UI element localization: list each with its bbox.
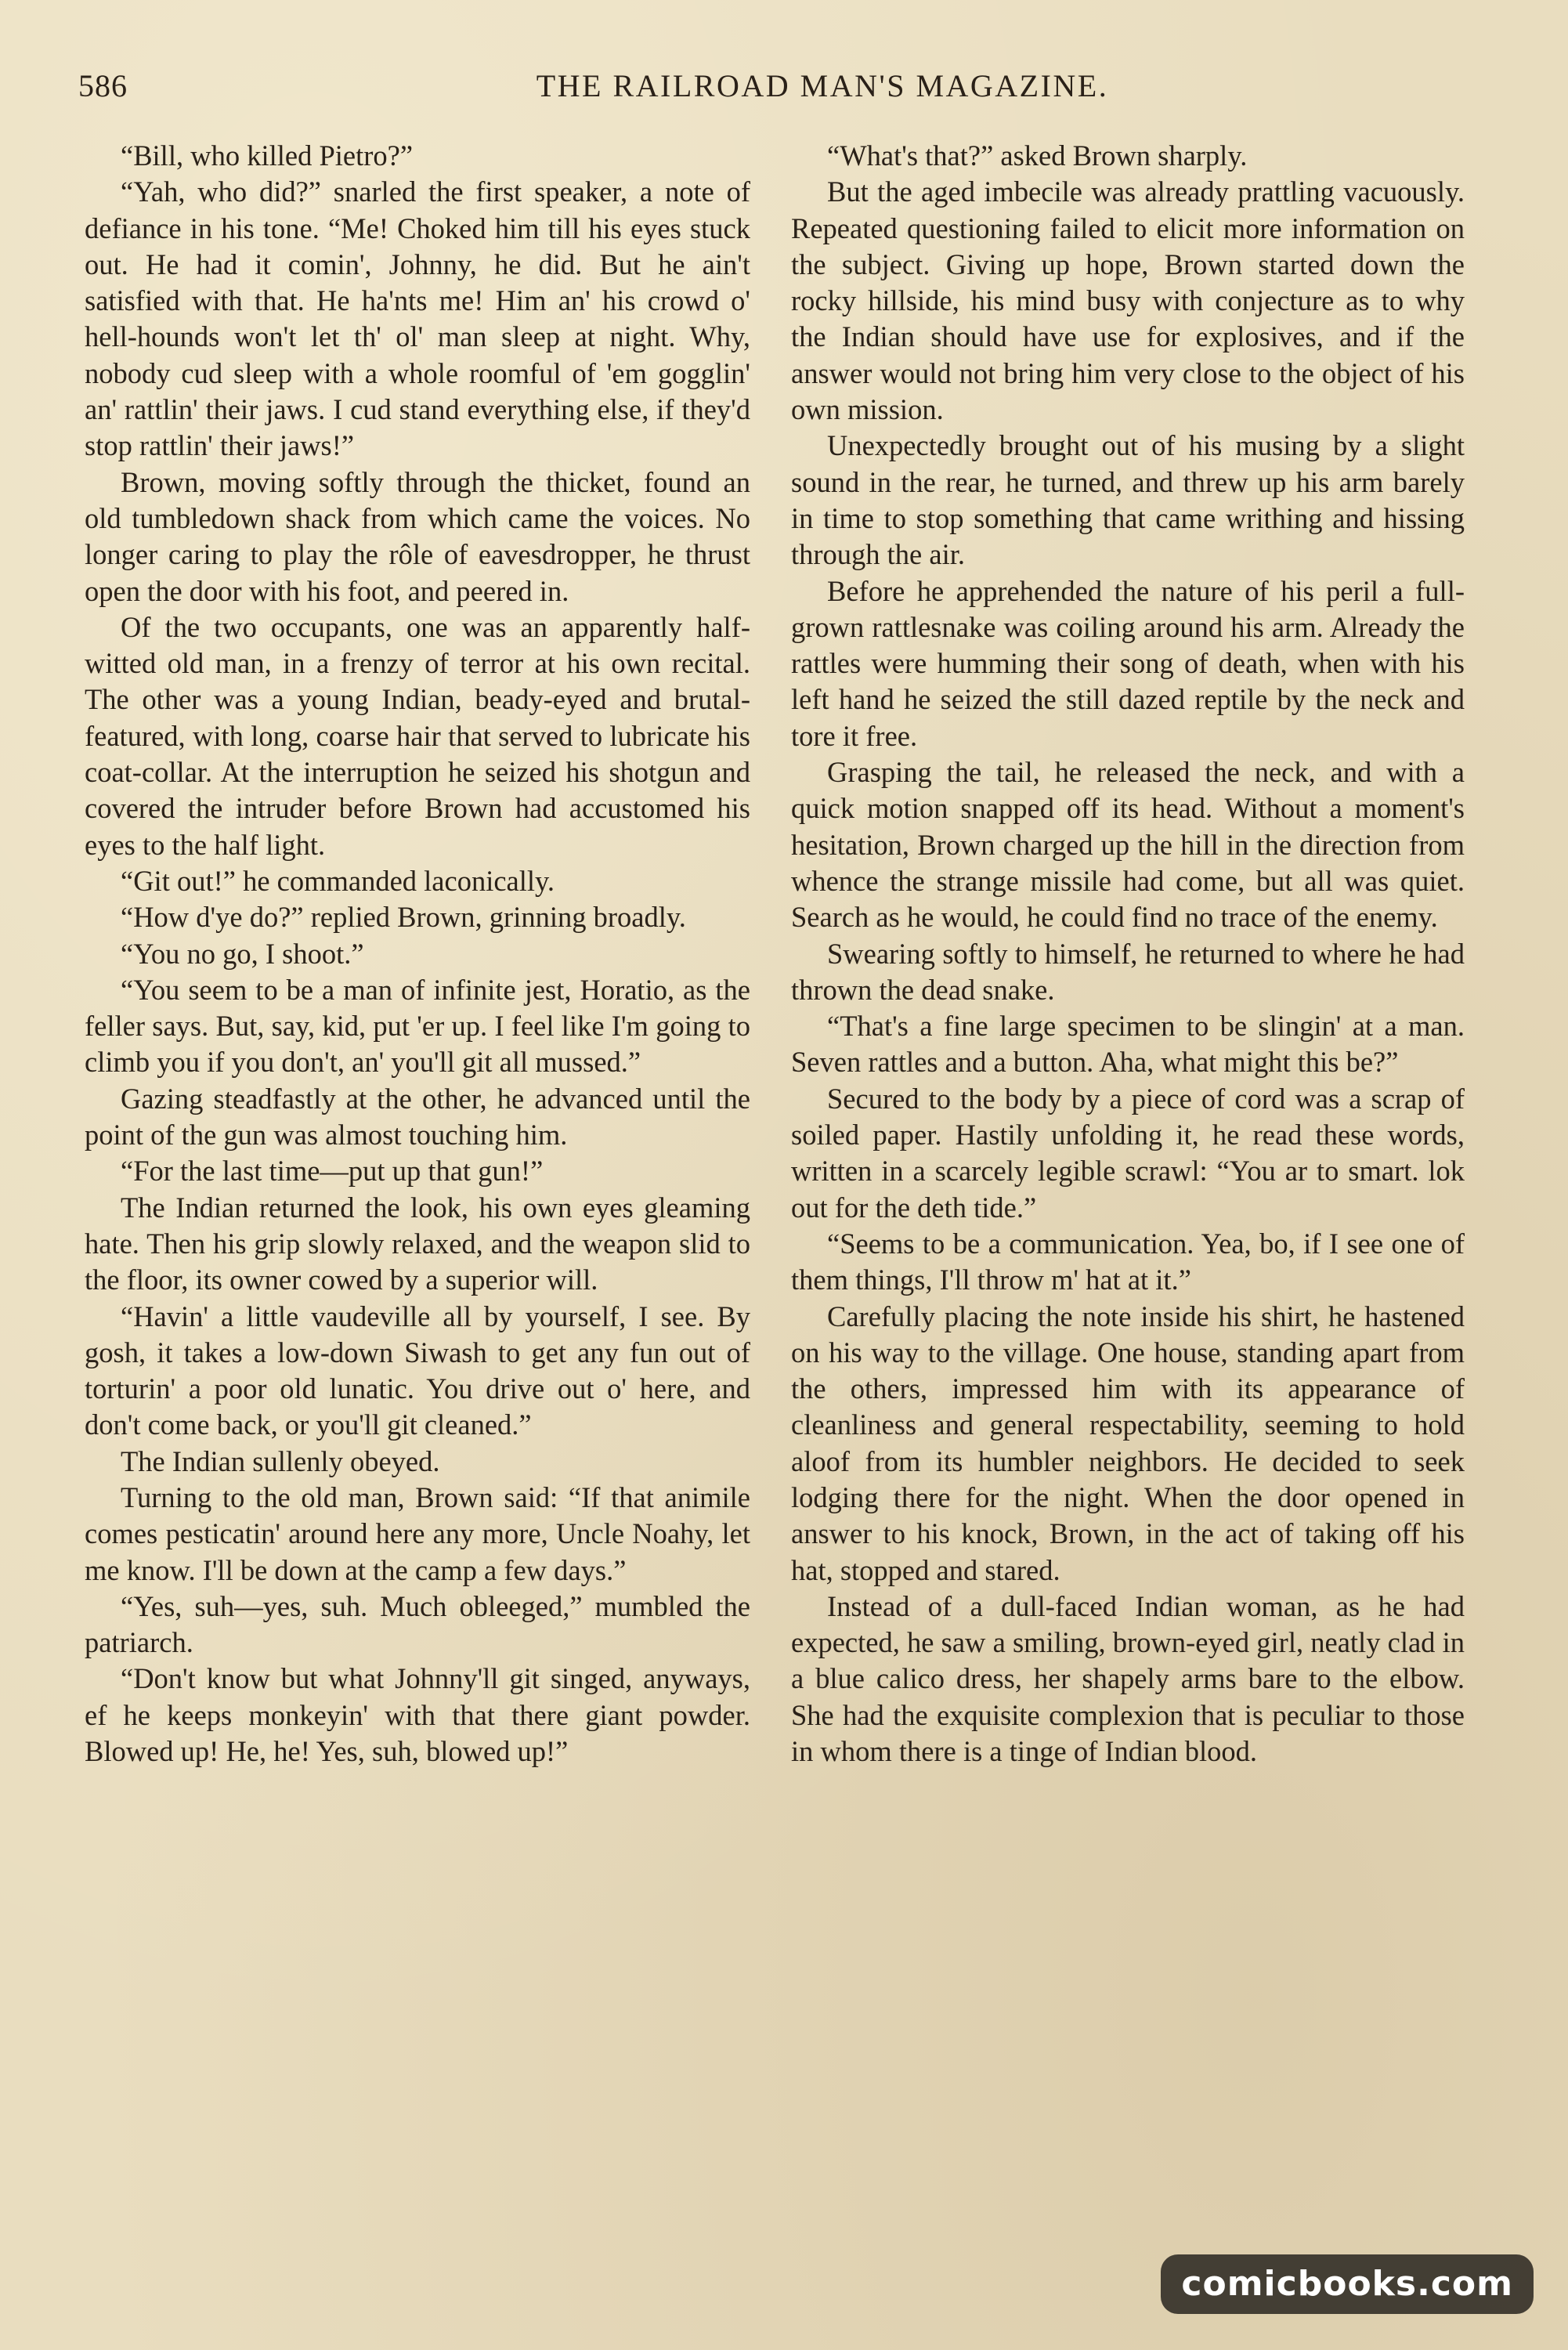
left-column [85, 138, 750, 2237]
paragraph: “You seem to be a man of infinite jest, Horatio, as the feller says. But, say, kid, put 'er up. I feel like I'm going to climb you if you don't, an' you'll git all mussed.” [85, 973, 750, 1079]
paragraph: “For the last time—put up that gun!” [121, 1155, 544, 1188]
paragraph: Grasping the tail, he released the neck, and with a quick motion snapped off its head. Without a moment's hesitation, Brown charged up the hill in the direction from whence the strange missile had come, but all was quiet. Search as he would, he could find no trace of the enemy. [791, 756, 1465, 934]
paragraph: Carefully placing the note inside his shirt, he hastened on his way to the village. One house, standing apart from the others, impressed him with its appearance of cleanliness and general respectability, seeming to hold aloof from its humbler neighbors. He decided to seek lodging there for the night. When the door opened in answer to his knock, Brown, in the act of taking off his hat, stopped and stared. [791, 1300, 1465, 1586]
paragraph: “Yah, who did?” snarled the first speaker, a note of defiance in his tone. “Me! Choked him till his eyes stuck out. He had it comin', Johnny, he did. But he ain't satisfied with that. He ha'nts me! Him an' his crowd o' hell-hounds won't let th' ol' man sleep at night. Why, nobody cud sleep with a whole roomful of 'em gogglin' an' rattlin' their jaws. I cud stand everything else, if they'd stop rattlin' their jaws!” [85, 175, 750, 462]
right-column [791, 138, 1465, 2237]
paragraph: Secured to the body by a piece of cord was a scrap of soiled paper. Hastily unfolding it, he read these words, written in a scarcely legible scrawl: “You ar to smart. lok out for the deth tide.” [791, 1082, 1465, 1224]
paragraph: Before he apprehended the nature of his peril a full-grown rattlesnake was coiling around his arm. Already the rattles were humming their song of death, when with his left hand he seized the still dazed reptile by the neck and tore it free. [791, 574, 1465, 752]
paragraph: The Indian returned the look, his own eyes gleaming hate. Then his grip slowly relaxed, and the weapon slid to the floor, its owner cowed by a superior will. [85, 1191, 750, 1296]
paragraph: “That's a fine large specimen to be slingin' at a man. Seven rattles and a button. Aha, what might this be?” [791, 1010, 1465, 1079]
paragraph: “You no go, I shoot.” [121, 937, 364, 970]
paragraph: Instead of a dull-faced Indian woman, as he had expected, he saw a smiling, brown-eyed girl, neatly clad in a blue calico dress, her shapely arms bare to the elbow. She had the exquisite complexion that is peculiar to those in whom there is a tinge of Indian blood. [791, 1589, 1465, 1768]
paragraph: “Bill, who killed Pietro?” [121, 139, 414, 172]
paragraph: Swearing softly to himself, he returned to where he had thrown the dead snake. [791, 937, 1465, 1006]
paragraph: “Git out!” he commanded laconically. [121, 864, 555, 897]
paragraph: “How d'ye do?” replied Brown, grinning broadly. [121, 901, 686, 934]
paragraph: Gazing steadfastly at the other, he advanced until the point of the gun was almost touching him. [85, 1082, 750, 1152]
page-header [78, 64, 1472, 108]
paragraph: Brown, moving softly through the thicket, found an old tumbledown shack from which came the voices. No longer caring to play the rôle of eavesdropper, he thrust open the door with his foot, and peered in. [85, 465, 750, 607]
paragraph: “Don't know but what Johnny'll git singed, anyways, ef he keeps monkeyin' with that there giant powder. Blowed up! He, he! Yes, suh, blowed up!” [85, 1662, 750, 1768]
paragraph: Turning to the old man, Brown said: “If that animile comes pesticatin' around here any more, Uncle Noahy, let me know. I'll be down at the camp a few days.” [85, 1480, 750, 1586]
paragraph: But the aged imbecile was already prattling vacuously. Repeated questioning failed to elicit more information on the subject. Giving up hope, Brown started down the rocky hillside, his mind busy with conjecture as to why the Indian should have use for explosives, and if the answer would not bring him very close to the object of his own mission. [791, 175, 1465, 426]
running-head: THE RAILROAD MAN'S MAGAZINE. [536, 68, 1109, 103]
paragraph: “Seems to be a communication. Yea, bo, if I see one of them things, I'll throw m' hat at it.” [791, 1227, 1465, 1296]
paragraph: The Indian sullenly obeyed. [121, 1444, 440, 1477]
paragraph: “Havin' a little vaudeville all by yourself, I see. By gosh, it takes a low-down Siwash to get any fun out of torturin' a poor old lunatic. You drive out o' here, and don't come back, or you'll git cleaned.” [85, 1300, 750, 1441]
paragraph: Of the two occupants, one was an apparently half-witted old man, in a frenzy of terror at his own recital. The other was a young Indian, beady-eyed and brutal-featured, with long, coarse hair that served to lubricate his coat-collar. At the interruption he seized his shotgun and covered the intruder before Brown had accustomed his eyes to the half light. [85, 610, 750, 861]
paragraph: “Yes, suh—yes, suh. Much obleeged,” mumbled the patriarch. [85, 1589, 750, 1659]
page-number: 586 [78, 68, 128, 103]
watermark-logo: comicbooks.com [1161, 2254, 1534, 2314]
paragraph: “What's that?” asked Brown sharply. [827, 139, 1248, 172]
paragraph: Unexpectedly brought out of his musing by a slight sound in the rear, he turned, and threw up his arm barely in time to stop something that came writhing and hissing through the air. [791, 429, 1465, 571]
